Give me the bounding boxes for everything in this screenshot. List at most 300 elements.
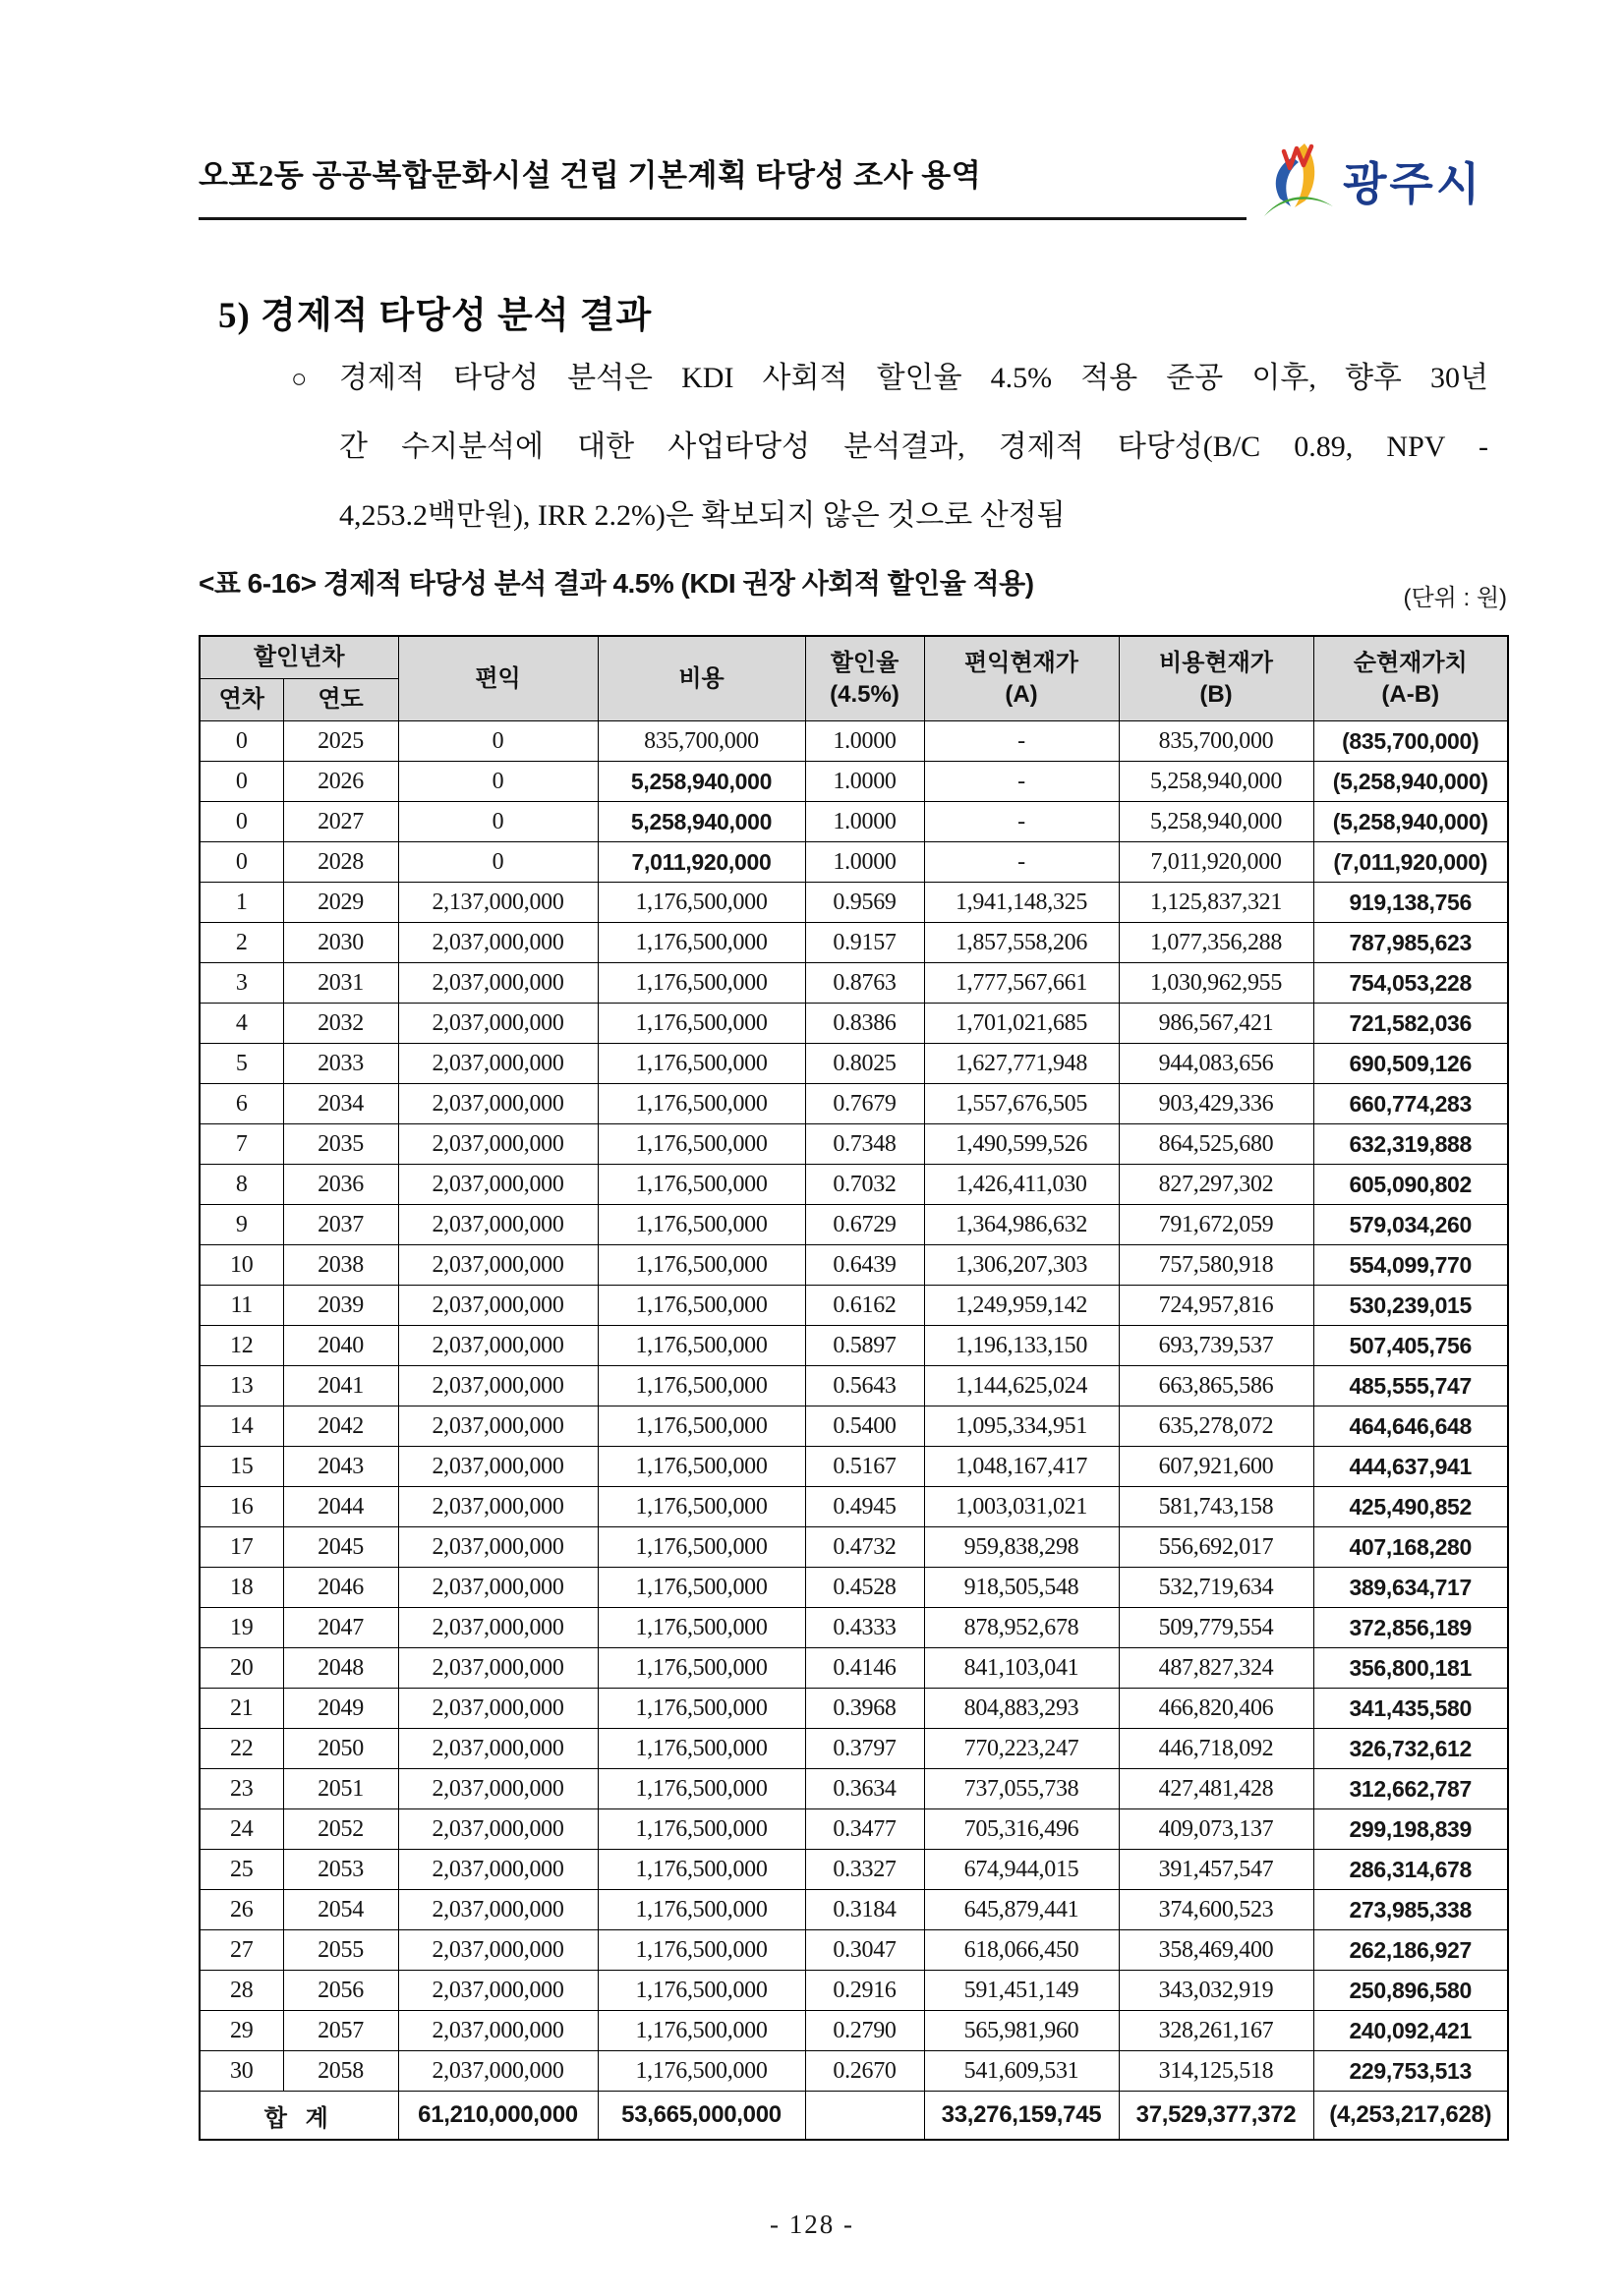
- table-cell: 16: [200, 1487, 283, 1527]
- table-row: [200, 2051, 1508, 2092]
- table-cell: 2031: [283, 963, 398, 1004]
- bullet-text: [339, 344, 1488, 550]
- table-cell: 2054: [283, 1890, 398, 1930]
- table-cell: 541,609,531: [924, 2051, 1119, 2092]
- table-cell: 2057: [283, 2011, 398, 2051]
- table-cell: 1,176,500,000: [598, 1890, 805, 1930]
- table-cell: 9: [200, 1205, 283, 1245]
- table-cell: 326,732,612: [1313, 1729, 1508, 1769]
- table-cell: 2,037,000,000: [398, 1850, 598, 1890]
- table-cell: 2047: [283, 1608, 398, 1648]
- table-cell: 554,099,770: [1313, 1245, 1508, 1286]
- table-cell: 2043: [283, 1447, 398, 1487]
- table-cell: 0.8025: [805, 1044, 924, 1084]
- table-cell: 2028: [283, 842, 398, 883]
- table-cell: 0: [398, 842, 598, 883]
- table-cell: 663,865,586: [1119, 1366, 1313, 1406]
- table-cell: 314,125,518: [1119, 2051, 1313, 2092]
- table-cell: 425,490,852: [1313, 1487, 1508, 1527]
- city-logo-text: 광주시: [1343, 158, 1483, 209]
- table-cell: 0.3634: [805, 1769, 924, 1809]
- table-cell: (5,258,940,000): [1313, 802, 1508, 842]
- table-cell: 2,037,000,000: [398, 1769, 598, 1809]
- table-cell: 485,555,747: [1313, 1366, 1508, 1406]
- table-cell: 1,176,500,000: [598, 1769, 805, 1809]
- table-cell: 464,646,648: [1313, 1406, 1508, 1447]
- table-cell: 1,176,500,000: [598, 1648, 805, 1689]
- table-cell: 2033: [283, 1044, 398, 1084]
- table-cell: 0.2670: [805, 2051, 924, 2092]
- total-value-cell: 53,665,000,000: [598, 2092, 805, 2141]
- table-cell: 12: [200, 1326, 283, 1366]
- table-cell: 1,176,500,000: [598, 1447, 805, 1487]
- table-cell: 1,176,500,000: [598, 1326, 805, 1366]
- table-cell: 1.0000: [805, 721, 924, 762]
- table-cell: 286,314,678: [1313, 1850, 1508, 1890]
- bullet-paragraph: [291, 344, 1488, 550]
- table-cell: 2044: [283, 1487, 398, 1527]
- table-cell: 14: [200, 1406, 283, 1447]
- page-footer: [0, 2210, 1624, 2240]
- table-cell: 754,053,228: [1313, 963, 1508, 1004]
- table-cell: 2030: [283, 923, 398, 963]
- table-cell: 1,176,500,000: [598, 1245, 805, 1286]
- table-cell: 328,261,167: [1119, 2011, 1313, 2051]
- table-row: [200, 762, 1508, 802]
- table-cell: 1,176,500,000: [598, 963, 805, 1004]
- col-header-discount-year-group: 할인년차: [200, 636, 398, 679]
- table-cell: 1,176,500,000: [598, 1809, 805, 1850]
- table-row: [200, 1890, 1508, 1930]
- table-row: [200, 1366, 1508, 1406]
- table-cell: -: [924, 721, 1119, 762]
- col-header-year-index: 연차: [200, 679, 283, 721]
- header-divider: [199, 217, 1247, 220]
- col-header-line: (B): [1199, 680, 1233, 708]
- table-cell: 0.3968: [805, 1689, 924, 1729]
- table-cell: 2,037,000,000: [398, 1729, 598, 1769]
- table-cell: (835,700,000): [1313, 721, 1508, 762]
- table-cell: 690,509,126: [1313, 1044, 1508, 1084]
- table-cell: 878,952,678: [924, 1608, 1119, 1648]
- table-cell: 1,176,500,000: [598, 1487, 805, 1527]
- table-cell: 15: [200, 1447, 283, 1487]
- bullet-line: 4,253.2백만원), IRR 2.2%)은 확보되지 않은 것으로 산정됨: [339, 499, 1066, 532]
- table-cell: 262,186,927: [1313, 1930, 1508, 1971]
- table-cell: 0: [200, 802, 283, 842]
- table-cell: 0.7679: [805, 1084, 924, 1124]
- table-cell: 1,557,676,505: [924, 1084, 1119, 1124]
- table-cell: 919,138,756: [1313, 883, 1508, 923]
- table-cell: 427,481,428: [1119, 1769, 1313, 1809]
- table-cell: 944,083,656: [1119, 1044, 1313, 1084]
- table-cell: 2,037,000,000: [398, 1608, 598, 1648]
- table-row: [200, 883, 1508, 923]
- table-row: [200, 1165, 1508, 1205]
- table-cell: 389,634,717: [1313, 1568, 1508, 1608]
- table-cell: 1,176,500,000: [598, 1205, 805, 1245]
- table-row: [200, 1084, 1508, 1124]
- table-cell: 358,469,400: [1119, 1930, 1313, 1971]
- col-header-line: 편익현재가: [964, 650, 1078, 677]
- table-cell: 1.0000: [805, 802, 924, 842]
- table-row: [200, 842, 1508, 883]
- table-cell: 7,011,920,000: [1119, 842, 1313, 883]
- table-cell: 27: [200, 1930, 283, 1971]
- table-cell: 0.2916: [805, 1971, 924, 2011]
- table-cell: 1,176,500,000: [598, 1850, 805, 1890]
- table-cell: 1,077,356,288: [1119, 923, 1313, 963]
- table-cell: 374,600,523: [1119, 1890, 1313, 1930]
- table-cell: 532,719,634: [1119, 1568, 1313, 1608]
- table-cell: 1,941,148,325: [924, 883, 1119, 923]
- table-cell: 721,582,036: [1313, 1004, 1508, 1044]
- table-cell: 693,739,537: [1119, 1326, 1313, 1366]
- table-cell: 605,090,802: [1313, 1165, 1508, 1205]
- table-cell: 1,095,334,951: [924, 1406, 1119, 1447]
- table-cell: 0.6729: [805, 1205, 924, 1245]
- table-cell: 0.5643: [805, 1366, 924, 1406]
- table-cell: 2051: [283, 1769, 398, 1809]
- table-cell: 2,037,000,000: [398, 1527, 598, 1568]
- table-cell: 2,037,000,000: [398, 1205, 598, 1245]
- table-cell: 1.0000: [805, 762, 924, 802]
- table-cell: 21: [200, 1689, 283, 1729]
- unit-note: (단위 : 원): [1403, 585, 1507, 611]
- table-cell: 5,258,940,000: [598, 802, 805, 842]
- table-cell: 2,037,000,000: [398, 963, 598, 1004]
- table-cell: 1,196,133,150: [924, 1326, 1119, 1366]
- table-cell: 2: [200, 923, 283, 963]
- table-cell: 7: [200, 1124, 283, 1165]
- table-cell: 2038: [283, 1245, 398, 1286]
- table-cell: 1,364,986,632: [924, 1205, 1119, 1245]
- table-cell: 2,137,000,000: [398, 883, 598, 923]
- table-row: [200, 1447, 1508, 1487]
- page-number: - 128 -: [770, 2210, 854, 2239]
- table-cell: 1,176,500,000: [598, 883, 805, 923]
- table-cell: 632,319,888: [1313, 1124, 1508, 1165]
- table-cell: -: [924, 762, 1119, 802]
- table-row: [200, 1729, 1508, 1769]
- table-cell: 5,258,940,000: [598, 762, 805, 802]
- table-cell: -: [924, 842, 1119, 883]
- col-header-line: (A): [1005, 680, 1038, 708]
- table-cell: 3: [200, 963, 283, 1004]
- col-header-benefit-pv: [924, 636, 1119, 721]
- total-value-cell: 33,276,159,745: [924, 2092, 1119, 2141]
- table-cell: 24: [200, 1809, 283, 1850]
- table-cell: 0.3047: [805, 1930, 924, 1971]
- table-cell: 1,176,500,000: [598, 1527, 805, 1568]
- col-header-line: (A-B): [1381, 680, 1440, 708]
- col-header-line: 순현재가치: [1353, 650, 1468, 677]
- table-cell: 0.6439: [805, 1245, 924, 1286]
- table-cell: 0.6162: [805, 1286, 924, 1326]
- table-cell: 0: [398, 802, 598, 842]
- table-cell: 1,176,500,000: [598, 2051, 805, 2092]
- table-cell: 0.4333: [805, 1608, 924, 1648]
- table-cell: (5,258,940,000): [1313, 762, 1508, 802]
- table-cell: 0.9157: [805, 923, 924, 963]
- table-cell: 2025: [283, 721, 398, 762]
- col-header-npv: [1313, 636, 1508, 721]
- table-cell: 1,777,567,661: [924, 963, 1119, 1004]
- table-cell: 409,073,137: [1119, 1809, 1313, 1850]
- total-value-cell: 61,210,000,000: [398, 2092, 598, 2141]
- table-cell: 1,125,837,321: [1119, 883, 1313, 923]
- table-cell: 1,490,599,526: [924, 1124, 1119, 1165]
- table-cell: 1,176,500,000: [598, 1366, 805, 1406]
- table-cell: 1,176,500,000: [598, 1084, 805, 1124]
- table-cell: 2,037,000,000: [398, 1930, 598, 1971]
- table-cell: 2042: [283, 1406, 398, 1447]
- table-cell: 2039: [283, 1286, 398, 1326]
- table-row: [200, 1487, 1508, 1527]
- table-cell: 918,505,548: [924, 1568, 1119, 1608]
- table-cell: 446,718,092: [1119, 1729, 1313, 1769]
- table-cell: 607,921,600: [1119, 1447, 1313, 1487]
- table-cell: 1,627,771,948: [924, 1044, 1119, 1084]
- table-cell: 13: [200, 1366, 283, 1406]
- table-cell: 2056: [283, 1971, 398, 2011]
- table-cell: 0.4146: [805, 1648, 924, 1689]
- table-cell: 0: [200, 721, 283, 762]
- table-cell: 0: [398, 762, 598, 802]
- table-cell: 444,637,941: [1313, 1447, 1508, 1487]
- table-cell: 2036: [283, 1165, 398, 1205]
- table-cell: 2,037,000,000: [398, 1286, 598, 1326]
- table-cell: 791,672,059: [1119, 1205, 1313, 1245]
- table-cell: 4: [200, 1004, 283, 1044]
- table-cell: 1,176,500,000: [598, 1406, 805, 1447]
- table-cell: 0.3327: [805, 1850, 924, 1890]
- table-cell: 2,037,000,000: [398, 1326, 598, 1366]
- table-cell: 299,198,839: [1313, 1809, 1508, 1850]
- table-row: [200, 1809, 1508, 1850]
- table-cell: 1,701,021,685: [924, 1004, 1119, 1044]
- table-cell: 372,856,189: [1313, 1608, 1508, 1648]
- table-cell: 2,037,000,000: [398, 2011, 598, 2051]
- table-cell: 2,037,000,000: [398, 2051, 598, 2092]
- table-row: [200, 1608, 1508, 1648]
- table-cell: 2,037,000,000: [398, 1406, 598, 1447]
- table-cell: 507,405,756: [1313, 1326, 1508, 1366]
- table-cell: 2050: [283, 1729, 398, 1769]
- bullet-marker: ○: [291, 364, 308, 393]
- table-cell: 341,435,580: [1313, 1689, 1508, 1729]
- total-value-cell: (4,253,217,628): [1313, 2092, 1508, 2141]
- table-cell: 737,055,738: [924, 1769, 1119, 1809]
- table-cell: 903,429,336: [1119, 1084, 1313, 1124]
- table-cell: 19: [200, 1608, 283, 1648]
- table-cell: 986,567,421: [1119, 1004, 1313, 1044]
- table-cell: 804,883,293: [924, 1689, 1119, 1729]
- table-cell: 2,037,000,000: [398, 1648, 598, 1689]
- table-cell: 2,037,000,000: [398, 1689, 598, 1729]
- table-cell: 0.3797: [805, 1729, 924, 1769]
- table-cell: (7,011,920,000): [1313, 842, 1508, 883]
- table-cell: 1,176,500,000: [598, 1004, 805, 1044]
- table-cell: 0.7348: [805, 1124, 924, 1165]
- table-cell: 2048: [283, 1648, 398, 1689]
- table-cell: 674,944,015: [924, 1850, 1119, 1890]
- table-cell: 864,525,680: [1119, 1124, 1313, 1165]
- table-cell: 2,037,000,000: [398, 1366, 598, 1406]
- table-cell: 20: [200, 1648, 283, 1689]
- table-cell: 1,176,500,000: [598, 1729, 805, 1769]
- table-cell: 5: [200, 1044, 283, 1084]
- table-cell: 29: [200, 2011, 283, 2051]
- table-cell: 1,176,500,000: [598, 1608, 805, 1648]
- table-row: [200, 1568, 1508, 1608]
- feasibility-table: [199, 635, 1509, 2141]
- table-cell: 2055: [283, 1930, 398, 1971]
- table-cell: 579,034,260: [1313, 1205, 1508, 1245]
- city-emblem-icon: [1256, 138, 1339, 224]
- table-cell: 0.4528: [805, 1568, 924, 1608]
- table-cell: 1,003,031,021: [924, 1487, 1119, 1527]
- table-cell: 581,743,158: [1119, 1487, 1313, 1527]
- section-title: 5) 경제적 타당성 분석 결과: [218, 296, 653, 336]
- table-cell: 0.5167: [805, 1447, 924, 1487]
- table-row: [200, 1004, 1508, 1044]
- table-cell: 509,779,554: [1119, 1608, 1313, 1648]
- table-cell: 0.4732: [805, 1527, 924, 1568]
- table-cell: 2,037,000,000: [398, 1890, 598, 1930]
- table-cell: 827,297,302: [1119, 1165, 1313, 1205]
- table-cell: 1,176,500,000: [598, 1044, 805, 1084]
- table-cell: 0.2790: [805, 2011, 924, 2051]
- table-cell: 2035: [283, 1124, 398, 1165]
- col-header-line: 할인율: [830, 650, 899, 677]
- table-cell: 0: [200, 842, 283, 883]
- table-cell: 0.5400: [805, 1406, 924, 1447]
- table-cell: 1.0000: [805, 842, 924, 883]
- table-cell: 2041: [283, 1366, 398, 1406]
- table-cell: 6: [200, 1084, 283, 1124]
- table-cell: 2,037,000,000: [398, 1124, 598, 1165]
- table-cell: 250,896,580: [1313, 1971, 1508, 2011]
- table-row: [200, 1689, 1508, 1729]
- table-cell: 770,223,247: [924, 1729, 1119, 1769]
- col-header-cost: 비용: [598, 636, 805, 721]
- table-cell: 1,176,500,000: [598, 1689, 805, 1729]
- table-cell: 1,030,962,955: [1119, 963, 1313, 1004]
- table-cell: 2034: [283, 1084, 398, 1124]
- table-caption-row: [199, 562, 1507, 631]
- table-cell: -: [924, 802, 1119, 842]
- table-cell: 2,037,000,000: [398, 1165, 598, 1205]
- table-cell: 7,011,920,000: [598, 842, 805, 883]
- table-cell: 391,457,547: [1119, 1850, 1313, 1890]
- table-cell: 1,176,500,000: [598, 1286, 805, 1326]
- table-cell: 2052: [283, 1809, 398, 1850]
- table-cell: 959,838,298: [924, 1527, 1119, 1568]
- header-title: 오포2동 공공복합문화시설 건립 기본계획 타당성 조사 용역: [199, 158, 982, 193]
- table-cell: 1,306,207,303: [924, 1245, 1119, 1286]
- table-cell: 0.9569: [805, 883, 924, 923]
- table-cell: 841,103,041: [924, 1648, 1119, 1689]
- table-row: [200, 1205, 1508, 1245]
- col-header-cost-pv: [1119, 636, 1313, 721]
- table-cell: 17: [200, 1527, 283, 1568]
- total-value-cell: 37,529,377,372: [1119, 2092, 1313, 2141]
- table-cell: 466,820,406: [1119, 1689, 1313, 1729]
- table-cell: 407,168,280: [1313, 1527, 1508, 1568]
- table-cell: 705,316,496: [924, 1809, 1119, 1850]
- table-cell: 0.8763: [805, 963, 924, 1004]
- table-cell: 1,176,500,000: [598, 2011, 805, 2051]
- bullet-line: 경제적 타당성 분석은 KDI 사회적 할인율 4.5% 적용 준공 이후, 향후 30년: [339, 362, 1488, 394]
- table-caption: <표 6-16> 경제적 타당성 분석 결과 4.5% (KDI 권장 사회적 할인율 적용): [199, 568, 1034, 599]
- table-cell: 1,176,500,000: [598, 1124, 805, 1165]
- table-cell: 28: [200, 1971, 283, 2011]
- table-cell: 22: [200, 1729, 283, 1769]
- table-cell: 487,827,324: [1119, 1648, 1313, 1689]
- table-cell: 618,066,450: [924, 1930, 1119, 1971]
- table-cell: 23: [200, 1769, 283, 1809]
- table-cell: 26: [200, 1890, 283, 1930]
- table-row: [200, 1326, 1508, 1366]
- table-cell: 1,426,411,030: [924, 1165, 1119, 1205]
- col-header-year: 연도: [283, 679, 398, 721]
- table-cell: 2027: [283, 802, 398, 842]
- table-cell: 2045: [283, 1527, 398, 1568]
- table-cell: 1,144,625,024: [924, 1366, 1119, 1406]
- table-cell: 1: [200, 883, 283, 923]
- table-row: [200, 1245, 1508, 1286]
- col-header-benefit: 편익: [398, 636, 598, 721]
- table-cell: 2,037,000,000: [398, 1809, 598, 1850]
- table-cell: 356,800,181: [1313, 1648, 1508, 1689]
- table-cell: 660,774,283: [1313, 1084, 1508, 1124]
- table-cell: 724,957,816: [1119, 1286, 1313, 1326]
- table-cell: 2049: [283, 1689, 398, 1729]
- table-cell: 2,037,000,000: [398, 1004, 598, 1044]
- table-cell: 556,692,017: [1119, 1527, 1313, 1568]
- table-cell: 8: [200, 1165, 283, 1205]
- table-cell: 1,249,959,142: [924, 1286, 1119, 1326]
- table-cell: 0.8386: [805, 1004, 924, 1044]
- table-row: [200, 1648, 1508, 1689]
- table-header: [200, 636, 1508, 721]
- table-cell: 1,176,500,000: [598, 1568, 805, 1608]
- col-header-discount-rate: [805, 636, 924, 721]
- table-cell: 240,092,421: [1313, 2011, 1508, 2051]
- table-cell: 312,662,787: [1313, 1769, 1508, 1809]
- table-cell: 645,879,441: [924, 1890, 1119, 1930]
- table-row: [200, 1930, 1508, 1971]
- table-cell: 343,032,919: [1119, 1971, 1313, 2011]
- total-label-cell: 합 계: [200, 2092, 398, 2141]
- table-row: [200, 2011, 1508, 2051]
- col-header-line: (4.5%): [830, 680, 899, 708]
- table-row: [200, 1286, 1508, 1326]
- table-cell: 2,037,000,000: [398, 923, 598, 963]
- table-cell: 1,176,500,000: [598, 923, 805, 963]
- table-cell: 787,985,623: [1313, 923, 1508, 963]
- table-cell: 1,176,500,000: [598, 1930, 805, 1971]
- table-cell: 229,753,513: [1313, 2051, 1508, 2092]
- table-row: [200, 1406, 1508, 1447]
- table-cell: 1,857,558,206: [924, 923, 1119, 963]
- table-cell: 0.4945: [805, 1487, 924, 1527]
- table-cell: 1,048,167,417: [924, 1447, 1119, 1487]
- table-cell: 25: [200, 1850, 283, 1890]
- table-cell: 1,176,500,000: [598, 1971, 805, 2011]
- table-cell: 2,037,000,000: [398, 1447, 598, 1487]
